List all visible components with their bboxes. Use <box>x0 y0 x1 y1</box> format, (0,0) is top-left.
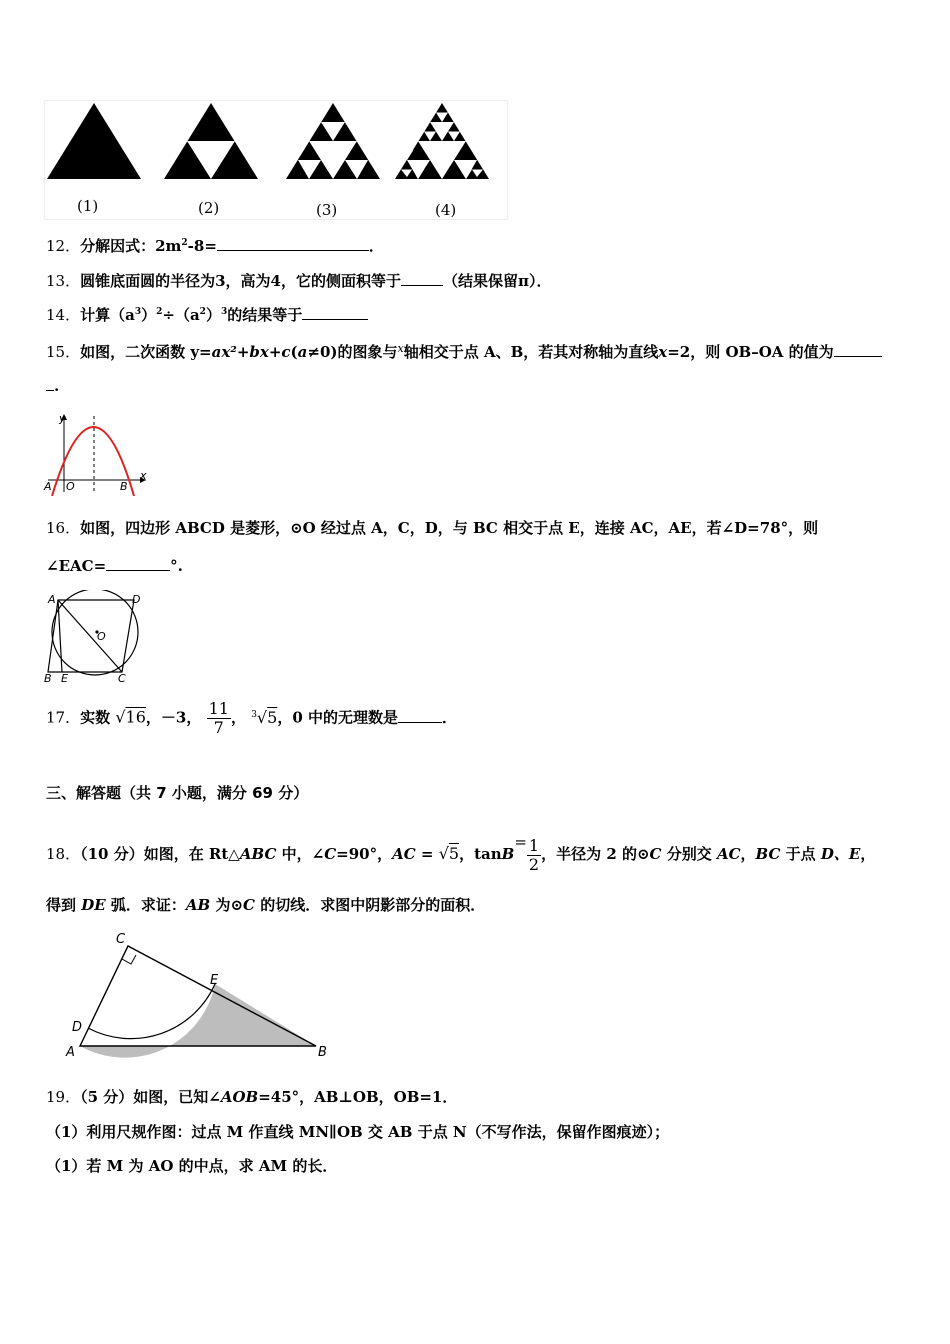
label-B: B <box>318 1045 327 1060</box>
label-C: C <box>116 932 126 947</box>
label-C: C <box>118 672 126 685</box>
question-12: 12．分解因式：$2m^2-8=$ ． <box>46 237 384 255</box>
answer-blank[interactable] <box>401 270 443 286</box>
question-15: 15．如图，二次函数 y=ax²+bx+c(a≠0)的图象与$^x$轴相交于点 A、B，若其对称轴为直线x=2，则 OB–OA 的值为 <box>46 339 882 362</box>
parabola-figure <box>42 408 154 496</box>
label-D: D <box>72 1020 83 1035</box>
triangle-arc-figure <box>60 928 340 1064</box>
label-O: O <box>66 480 75 493</box>
right-angle-mark <box>122 955 136 964</box>
fraction-1-2: $\frac{1}{2}$ <box>528 835 540 874</box>
label-B: B <box>120 480 128 493</box>
label-A: A <box>66 1045 75 1060</box>
question-18-cont: 得到 DE 弧．求证：AB 为⊙C 的切线．求图中阴影部分的面积． <box>46 896 486 914</box>
caption-1: (1) <box>77 197 99 215</box>
circle-O <box>52 590 141 675</box>
label-E: E <box>61 672 68 685</box>
answer-blank-cont[interactable] <box>46 375 54 391</box>
caption-4: (4) <box>435 201 457 219</box>
cbrt-5: $^3$√5 <box>251 707 278 727</box>
question-19-part-2: （1）若 M 为 AO 的中点，求 AM 的长． <box>46 1157 338 1175</box>
label-E: E <box>210 973 219 988</box>
label-O: O <box>97 630 106 643</box>
segment-AC <box>58 600 122 672</box>
sierpinski-figure <box>44 100 508 220</box>
triangle-1 <box>47 103 141 179</box>
caption-3: (3) <box>316 201 338 219</box>
sqrt-16: √16 <box>115 707 146 727</box>
answer-blank[interactable] <box>106 555 170 571</box>
answer-blank[interactable] <box>302 304 368 320</box>
question-19: 19．（5 分）如图，已知∠AOB=45°，AB⊥OB，OB=1． <box>46 1088 458 1106</box>
answer-blank[interactable] <box>398 707 442 723</box>
triangle-4 <box>390 103 489 179</box>
question-19-part-1: （1）利用尺规作图：过点 M 作直线 MN∥OB 交 AB 于点 N（不写作法，保留作图痕迹）； <box>46 1123 670 1141</box>
question-16: 16．如图，四边形 ABCD 是菱形，⊙O 经过点 A，C，D，与 BC 相交于点 E，连接 AC，AE，若∠D=78°，则 <box>46 519 819 537</box>
fraction-11-7: $\frac{11}{7}$ <box>208 699 229 737</box>
question-17: 17．实数 √16，－3， $\frac{11}{7}$ ， $^3$√5，0 中的无理数是 ． <box>46 699 457 737</box>
label-A: A <box>44 480 52 493</box>
question-14: 14．计算$(a^3)^2\div(a^2)^3$的结果等于 <box>46 304 368 325</box>
label-B: B <box>44 672 52 685</box>
triangle-2 <box>164 103 258 179</box>
label-x: x <box>140 469 147 482</box>
segment-AE <box>58 600 62 672</box>
caption-2: (2) <box>198 199 220 217</box>
rhombus-circle-figure <box>42 590 146 686</box>
triangle-3 <box>286 103 380 179</box>
section-3-title: 三、解答题（共 7 小题，满分 69 分） <box>46 784 309 802</box>
question-15-cont: . <box>46 375 59 396</box>
label-y: y <box>59 412 66 425</box>
answer-blank[interactable] <box>834 341 882 357</box>
question-18: 18．（10 分）如图，在 Rt△ABC 中，∠C=90°，AC = √5，tanB= $\frac{1}{2}$ ，半径为 2 的⊙C 分别交 AC，BC 于点 D、E， <box>46 833 876 874</box>
answer-blank[interactable] <box>217 235 369 251</box>
question-13: 13．圆锥底面圆的半径为3，高为4，它的侧面积等于 （结果保留π）． <box>46 272 552 290</box>
question-16-cont: ∠EAC= °. <box>46 557 183 575</box>
label-A: A <box>48 593 56 606</box>
label-D: D <box>132 593 141 606</box>
